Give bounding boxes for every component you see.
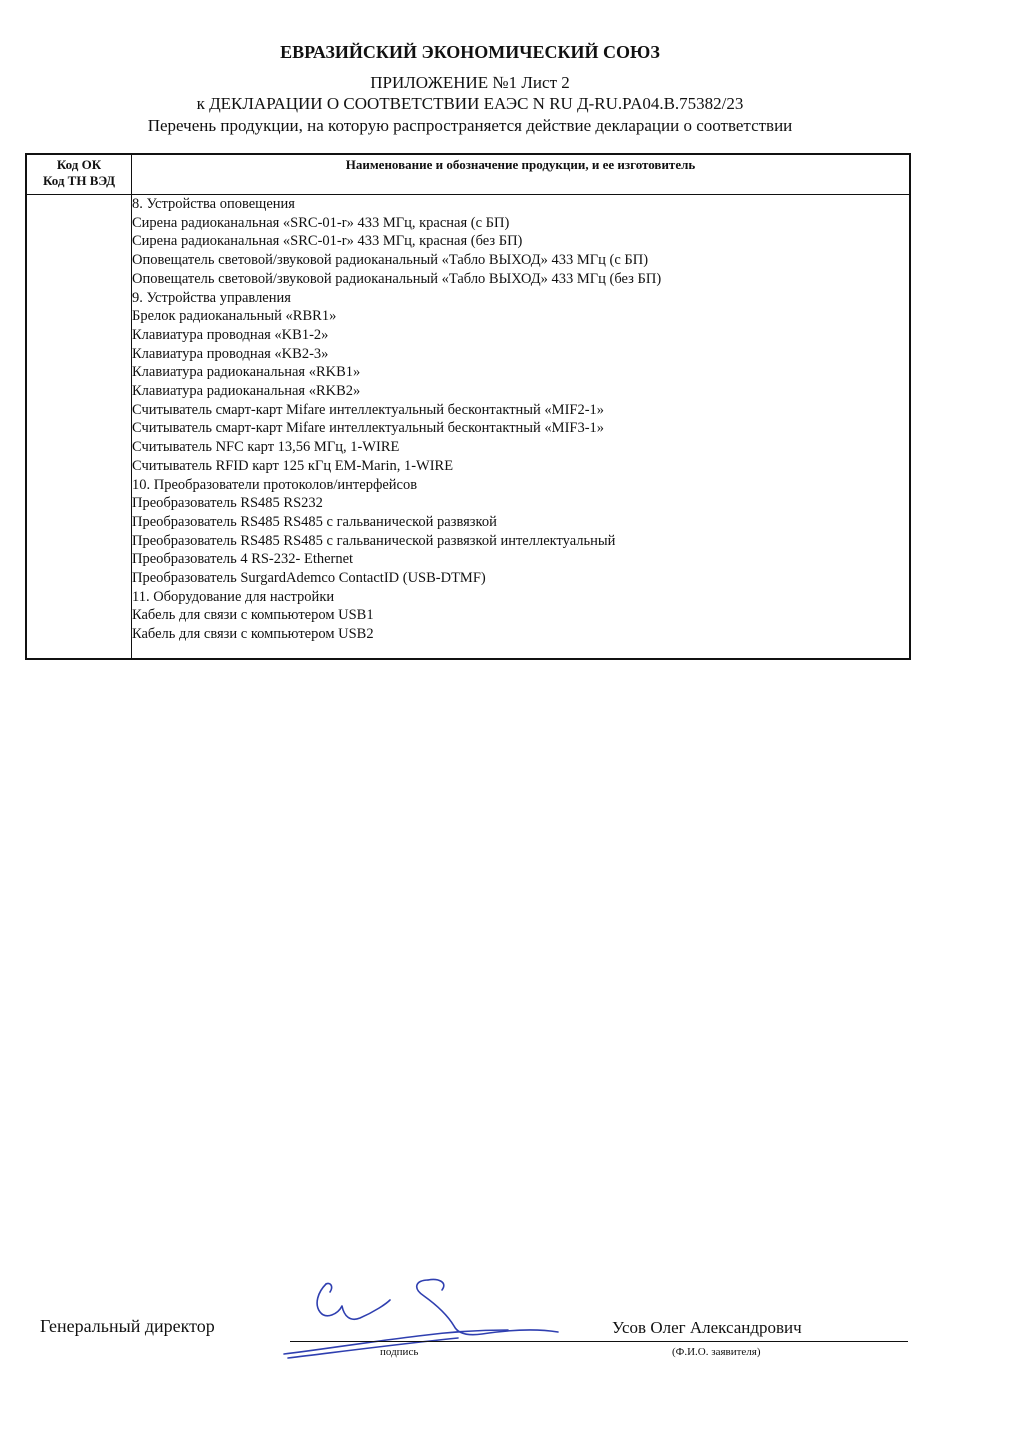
list-item: Сирена радиоканальная «SRC-01-r» 433 МГц, красная (без БП) <box>132 233 523 250</box>
list-item: Кабель для связи с компьютером USB2 <box>132 626 374 643</box>
list-item: 8. Устройства оповещения <box>132 196 295 212</box>
signer-position: Генеральный директор <box>40 1316 215 1336</box>
list-item: 11. Оборудование для настройки <box>132 588 335 605</box>
list-item: Оповещатель световой/звуковой радиоканальный «Табло ВЫХОД» 433 МГц (без БП) <box>132 270 662 287</box>
list-item: Преобразователь RS485 RS485 с гальванической развязкой интеллектуальный <box>132 532 616 549</box>
list-item: Оповещатель световой/звуковой радиоканальный «Табло ВЫХОД» 433 МГц (с БП) <box>132 252 649 269</box>
declaration-number: к ДЕКЛАРАЦИИ О СООТВЕТСТВИИ ЕАЭС N RU Д-RU.PA04.B.75382/23 <box>196 94 744 113</box>
product-items-cell <box>132 195 911 660</box>
list-item: Считыватель RFID карт 125 кГц EM-Marin, 1-WIRE <box>132 457 454 474</box>
list-item: Кабель для связи с компьютером USB1 <box>132 607 374 624</box>
table-header-row <box>26 154 910 195</box>
list-item: 10. Преобразователи протоколов/интерфейсов <box>132 476 418 493</box>
name-caption: (Ф.И.О. заявителя) <box>672 1346 761 1358</box>
list-item: Клавиатура проводная «KB2-3» <box>132 345 329 362</box>
list-item: Сирена радиоканальная «SRC-01-r» 433 МГц, красная (с БП) <box>132 214 510 231</box>
signature-strokes <box>284 1279 558 1358</box>
list-item: Преобразователь RS485 RS485 с гальванической развязкой <box>132 513 497 530</box>
appendix-title: ПРИЛОЖЕНИЕ №1 Лист 2 <box>370 73 570 92</box>
list-item: Преобразователь RS485 RS232 <box>132 495 323 512</box>
list-item: Брелок радиоканальный «RBR1» <box>132 308 337 325</box>
column-header-code-line1: Код ОК <box>56 157 102 172</box>
list-item: Клавиатура проводная «KB1-2» <box>132 326 329 343</box>
document-union-title: ЕВРАЗИЙСКИЙ ЭКОНОМИЧЕСКИЙ СОЮЗ <box>280 42 660 62</box>
column-header-code <box>26 154 132 195</box>
column-header-code-line2: Код ТН ВЭД <box>42 173 116 188</box>
list-item: Считыватель NFC карт 13,56 МГц, 1-WIRE <box>132 439 400 456</box>
list-item: Преобразователь 4 RS-232- Ethernet <box>132 551 354 568</box>
list-item: 9. Устройства управления <box>132 289 291 306</box>
list-item: Считыватель смарт-карт Mifare интеллектуальный бесконтактный «MIF2-1» <box>132 401 605 418</box>
column-header-name: Наименование и обозначение продукции, и ее изготовитель <box>132 154 911 195</box>
list-item: Считыватель смарт-карт Mifare интеллектуальный бесконтактный «MIF3-1» <box>132 420 605 437</box>
list-item: Клавиатура радиоканальная «RKB2» <box>132 383 361 400</box>
handwritten-signature <box>278 1274 568 1364</box>
list-item: Клавиатура радиоканальная «RKB1» <box>132 364 361 381</box>
table-row <box>26 195 910 660</box>
signature-caption: подпись <box>380 1346 419 1358</box>
list-item: Преобразователь SurgardAdemco ContactID (USB-DTMF) <box>132 570 486 587</box>
product-list-title: Перечень продукции, на которую распространяется действие декларации о соответствии <box>147 116 793 135</box>
code-cell <box>26 195 132 660</box>
signer-name: Усов Олег Александрович <box>612 1318 802 1337</box>
product-table <box>25 153 911 660</box>
signature-underline <box>290 1341 552 1342</box>
name-underline <box>548 1341 908 1342</box>
